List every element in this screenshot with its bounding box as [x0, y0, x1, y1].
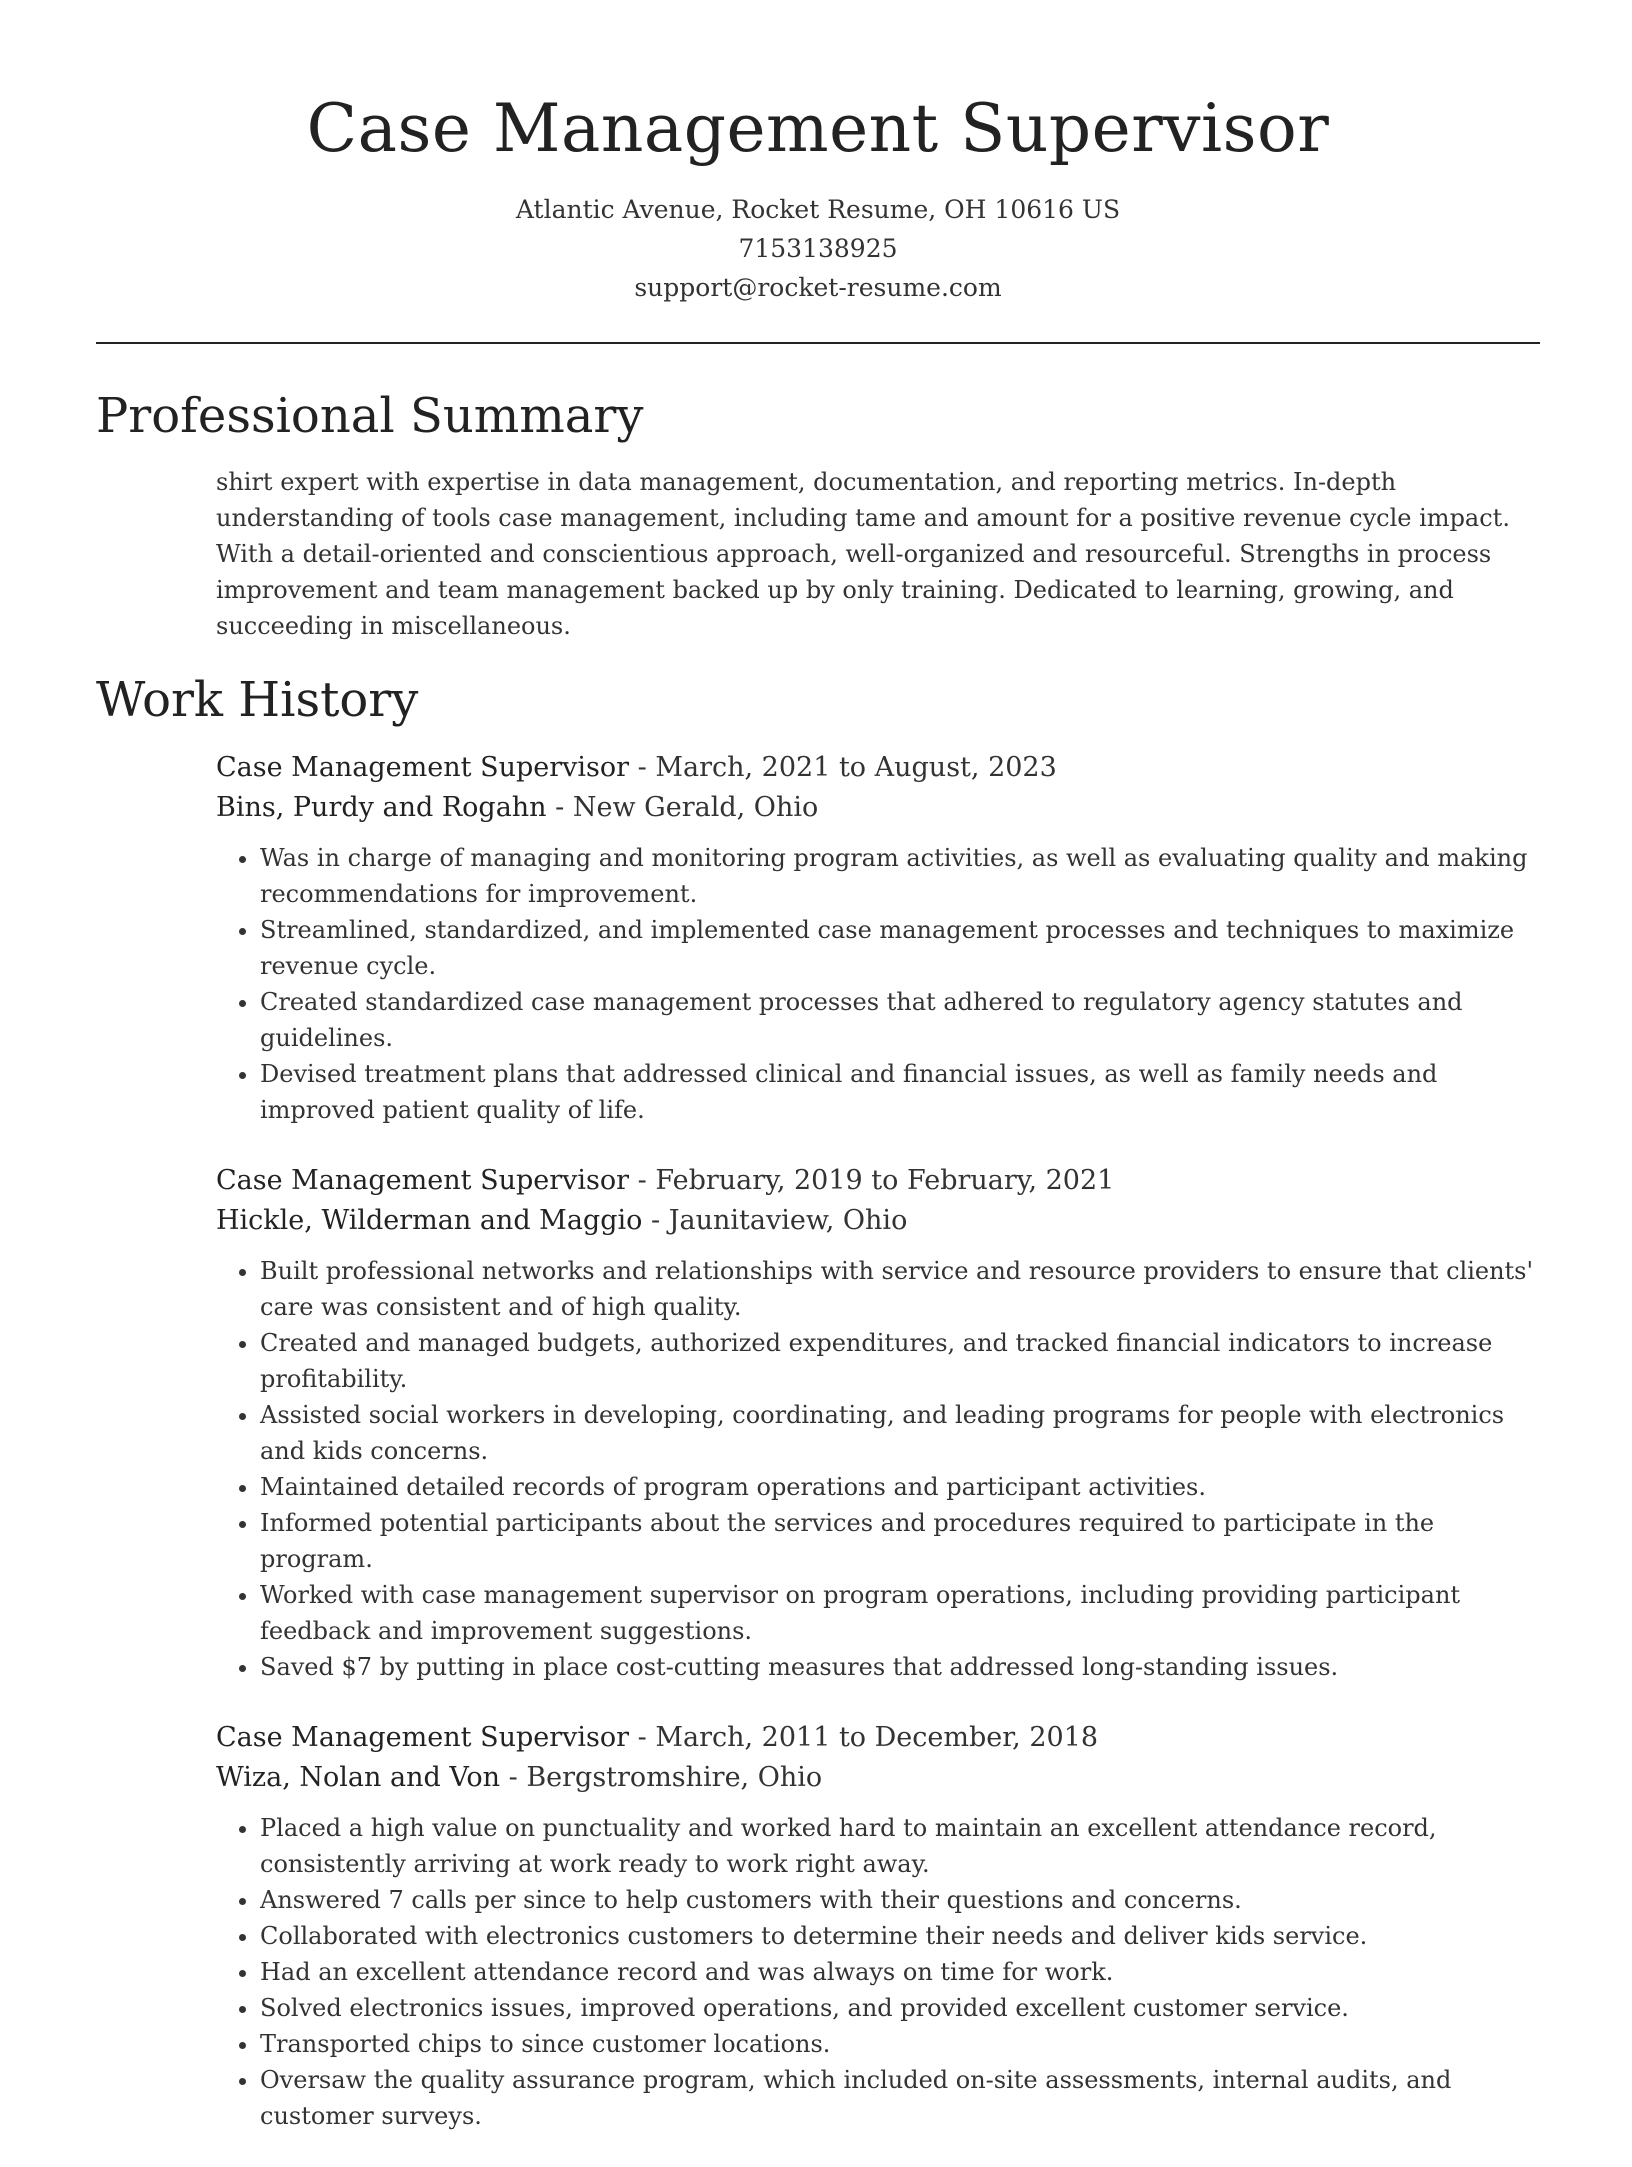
contact-email: support@rocket-resume.com: [634, 273, 1002, 302]
job-dates: March, 2011 to December, 2018: [655, 1722, 1099, 1753]
work-history-heading: Work History: [96, 672, 419, 728]
job-location: New Gerald, Ohio: [572, 792, 819, 823]
separator: -: [642, 1205, 669, 1236]
job-bullet: • Placed a high value on punctuality and worked hard to maintain an excellent attendance record, consistently arriving at work ready to work right away.: [260, 1810, 1540, 1882]
job-company-line: [216, 1758, 1540, 1798]
contact-address: Atlantic Avenue, Rocket Resume, OH 10616 US: [515, 195, 1121, 224]
separator: -: [500, 1762, 527, 1793]
job-bullet: • Informed potential participants about the services and procedures required to participate in the program.: [260, 1505, 1540, 1577]
job-bullet: • Created standardized case management processes that adhered to regulatory agency statutes and guidelines.: [260, 984, 1540, 1056]
separator: -: [629, 1722, 656, 1753]
job-dates: March, 2021 to August, 2023: [655, 752, 1057, 783]
job-bullet: • Was in charge of managing and monitoring program activities, as well as evaluating quality and making recommendations for improvement.: [260, 840, 1540, 912]
summary-text: shirt expert with expertise in data management, documentation, and reporting metrics. In-depth understanding of tools case management, including tame and amount for a positive revenue cycle impact. With a detail-oriented and conscientious approach, well-organized and resourceful. Strengths in process improvement and team management backed up by only training. Dedicated to learning, growing, and succeeding in miscellaneous.: [216, 468, 1510, 640]
job-title: Case Management Supervisor: [216, 1722, 630, 1753]
job-title-line: [216, 1161, 1540, 1201]
job-bullet: • Solved electronics issues, improved operations, and provided excellent customer service.: [260, 1990, 1540, 2026]
company-name: Wiza, Nolan and Von: [216, 1762, 501, 1793]
contact-info: [96, 190, 1540, 307]
separator: -: [629, 752, 656, 783]
job-bullet: • Answered 7 calls per since to help customers with their questions and concerns.: [260, 1882, 1540, 1918]
job-title-line: [216, 748, 1540, 788]
job-bullet: • Maintained detailed records of program operations and participant activities.: [260, 1469, 1540, 1505]
work-history-list: [216, 748, 1540, 2167]
job-entry: [216, 748, 1540, 1128]
job-title: Case Management Supervisor: [216, 1165, 630, 1196]
company-name: Bins, Purdy and Rogahn: [216, 792, 547, 823]
resume-header: [96, 84, 1540, 307]
job-bullet: • Transported chips to since customer locations.: [260, 2026, 1540, 2062]
job-bullet: • Devised treatment plans that addressed clinical and financial issues, as well as family needs and improved patient quality of life.: [260, 1056, 1540, 1128]
job-bullets: [216, 840, 1540, 1128]
job-dates: February, 2019 to February, 2021: [655, 1165, 1115, 1196]
job-bullet: • Assisted social workers in developing, coordinating, and leading programs for people with electronics and kids concerns.: [260, 1397, 1540, 1469]
company-name: Hickle, Wilderman and Maggio: [216, 1205, 643, 1236]
contact-phone: 7153138925: [738, 234, 898, 263]
job-bullet: • Saved $7 by putting in place cost-cutting measures that addressed long-standing issues.: [260, 1649, 1540, 1685]
job-bullet: • Created and managed budgets, authorized expenditures, and tracked financial indicators to increase profitability.: [260, 1325, 1540, 1397]
summary-heading: Professional Summary: [96, 388, 644, 444]
job-bullet: • Oversaw the quality assurance program, which included on-site assessments, internal audits, and customer surveys.: [260, 2062, 1540, 2134]
separator: -: [546, 792, 573, 823]
job-location: Jaunitaview, Ohio: [668, 1205, 908, 1236]
job-bullet: • Worked with case management supervisor on program operations, including providing participant feedback and improvement suggestions.: [260, 1577, 1540, 1649]
job-bullet: • Streamlined, standardized, and implemented case management processes and techniques to maximize revenue cycle.: [260, 912, 1540, 984]
separator: -: [629, 1165, 656, 1196]
job-bullets: [216, 1810, 1540, 2134]
job-bullet: • Had an excellent attendance record and was always on time for work.: [260, 1954, 1540, 1990]
job-company-line: [216, 788, 1540, 828]
job-entry: [216, 1718, 1540, 2134]
job-company-line: [216, 1201, 1540, 1241]
header-divider: [96, 342, 1540, 344]
job-location: Bergstromshire, Ohio: [526, 1762, 823, 1793]
job-bullet: • Collaborated with electronics customers to determine their needs and deliver kids service.: [260, 1918, 1540, 1954]
job-entry: [216, 1161, 1540, 1685]
job-title: Case Management Supervisor: [216, 752, 630, 783]
candidate-name: Case Management Supervisor: [306, 90, 1330, 167]
job-bullets: [216, 1253, 1540, 1685]
job-title-line: [216, 1718, 1540, 1758]
job-bullet: • Built professional networks and relationships with service and resource providers to ensure that clients' care was consistent and of high quality.: [260, 1253, 1540, 1325]
